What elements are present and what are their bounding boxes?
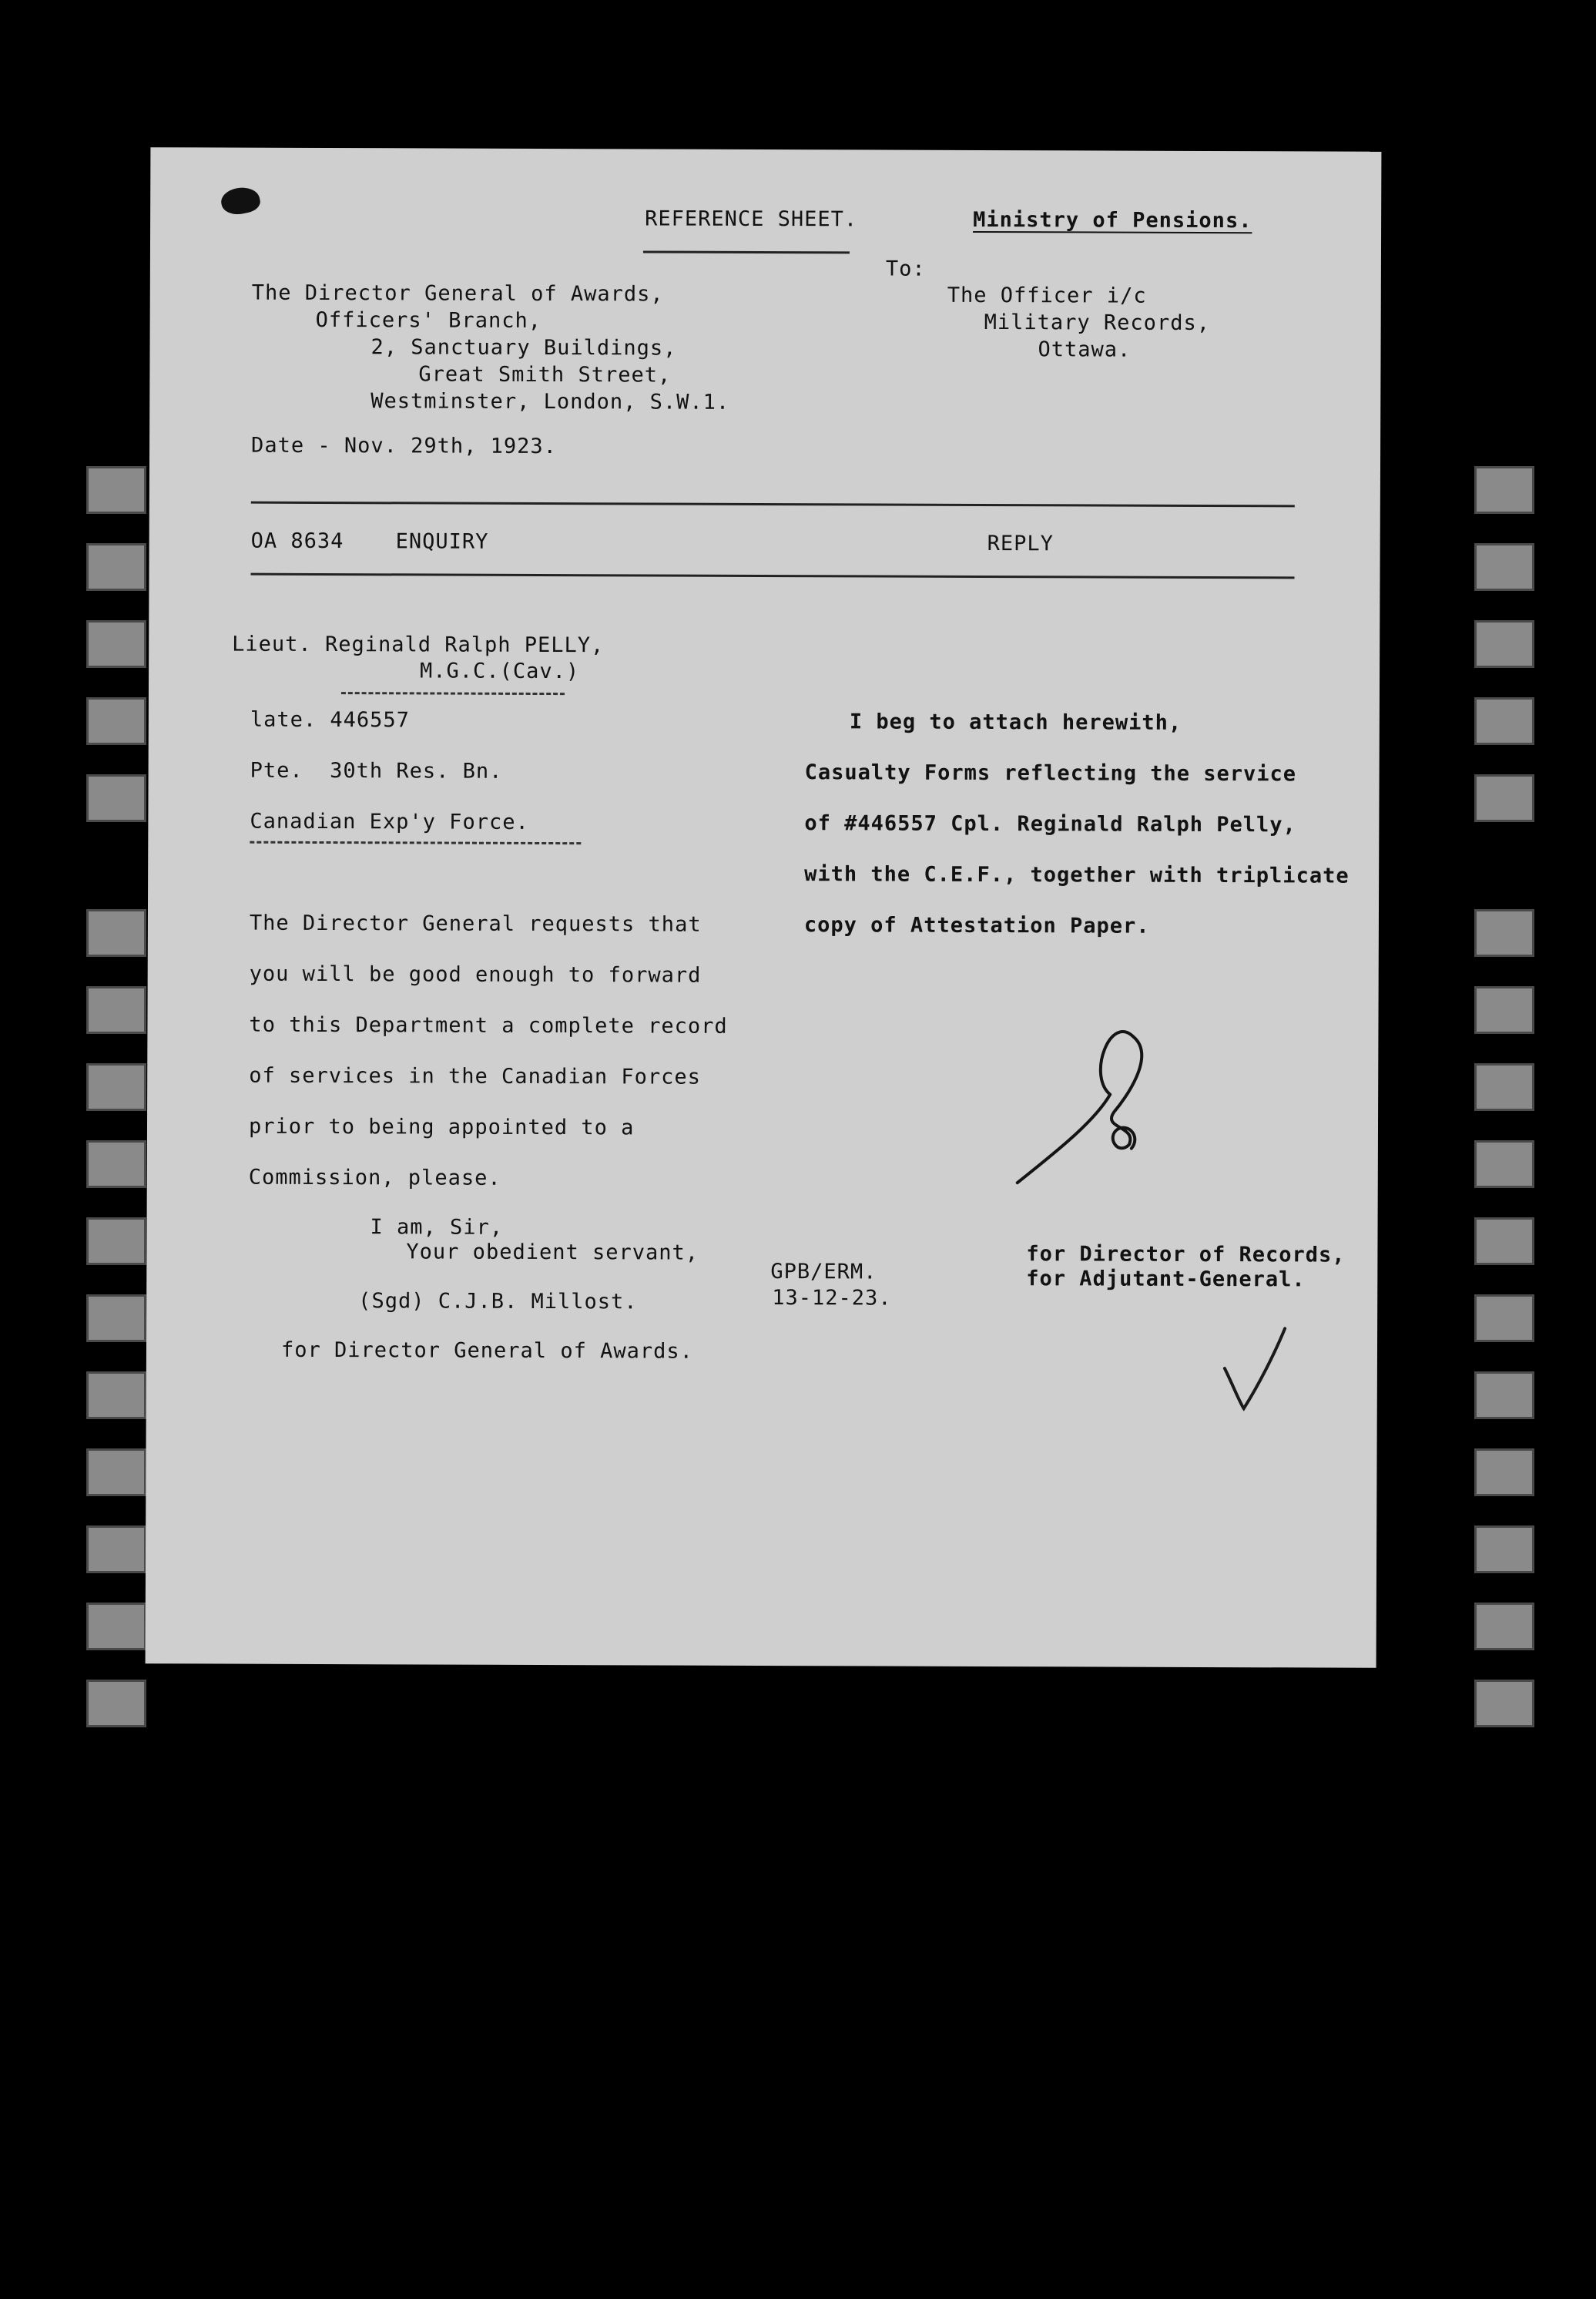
private-battalion: Pte. 30th Res. Bn. [250, 758, 503, 784]
from-line-1: The Director General of Awards, [251, 280, 664, 307]
film-sprocket-hole [86, 1603, 146, 1650]
reply-reference: GPB/ERM. [770, 1260, 877, 1284]
film-sprocket-hole [86, 1525, 146, 1573]
from-line-3: 2, Sanctuary Buildings, [370, 335, 677, 361]
reply-body-line-5: copy of Attestation Paper. [803, 913, 1150, 938]
film-sprocket-hole [86, 697, 146, 745]
title-underline [643, 250, 850, 253]
from-line-2: Officers' Branch, [315, 307, 542, 333]
enquiry-heading: ENQUIRY [395, 529, 489, 554]
reply-signature-line-1: for Director of Records, [1026, 1242, 1346, 1267]
reply-body-line-1: I beg to attach herewith, [849, 710, 1182, 735]
officer-underline [341, 692, 565, 695]
film-sprocket-hole [1474, 1680, 1534, 1727]
film-sprocket-hole [1474, 909, 1534, 957]
late-number: late. 446557 [250, 707, 410, 733]
film-sprocket-hole [1474, 1140, 1534, 1188]
reply-body-line-4: with the C.E.F., together with triplicate [804, 862, 1350, 888]
film-sprocket-hole [1474, 1448, 1534, 1496]
to-line-1: The Officer i/c [947, 283, 1147, 308]
film-sprocket-hole [86, 774, 146, 822]
to-label: To: [885, 257, 926, 281]
to-line-2: Military Records, [984, 310, 1211, 336]
reference-sheet [146, 147, 1382, 1668]
film-sprocket-hole [86, 1294, 146, 1342]
officer-name: Lieut. Reginald Ralph PELLY, [232, 632, 605, 658]
film-sprocket-hole [1474, 543, 1534, 591]
closing-salutation: I am, Sir, [370, 1215, 504, 1240]
force-underline [250, 841, 581, 845]
enquiry-body-line-5: prior to being appointed to a [248, 1114, 635, 1140]
reply-reference-date: 13-12-23. [772, 1286, 892, 1311]
film-sprocket-hole [1474, 1603, 1534, 1650]
to-line-3: Ottawa. [1038, 337, 1132, 362]
film-sprocket-hole [1474, 774, 1534, 822]
reply-heading: REPLY [987, 532, 1054, 556]
date-line: Date - Nov. 29th, 1923. [251, 433, 558, 459]
enquiry-body-line-3: to this Department a complete record [249, 1012, 728, 1039]
film-sprocket-hole [1474, 620, 1534, 668]
signed-name: (Sgd) C.J.B. Millost. [358, 1289, 638, 1314]
punch-hole-mark [219, 184, 262, 218]
film-sprocket-hole [86, 1140, 146, 1188]
enquiry-body-line-4: of services in the Canadian Forces [249, 1063, 701, 1089]
film-strip-right [1511, 0, 1596, 2299]
from-line-5: Westminster, London, S.W.1. [370, 389, 730, 414]
officer-unit: M.G.C.(Cav.) [420, 659, 580, 684]
film-sprocket-hole [1474, 986, 1534, 1034]
film-sprocket-hole [1474, 697, 1534, 745]
film-sprocket-hole [1474, 1294, 1534, 1342]
sheet-title: REFERENCE SHEET. [645, 206, 858, 232]
header-rule-top [251, 502, 1295, 508]
film-sprocket-hole [86, 1448, 146, 1496]
film-sprocket-hole [86, 620, 146, 668]
enquiry-body-line-6: Commission, please. [248, 1165, 501, 1190]
film-sprocket-hole [1474, 1371, 1534, 1419]
enquiry-body-line-1: The Director General requests that [249, 911, 702, 937]
expeditionary-force: Canadian Exp'y Force. [250, 809, 529, 834]
film-sprocket-hole [1474, 1217, 1534, 1265]
ministry-name: Ministry of Pensions. [973, 207, 1252, 233]
signed-for: for Director General of Awards. [280, 1337, 693, 1364]
header-rule-bottom [251, 573, 1295, 579]
from-line-4: Great Smith Street, [418, 362, 672, 388]
film-sprocket-hole [1474, 1063, 1534, 1111]
film-sprocket-hole [86, 909, 146, 957]
closing-servant: Your obedient servant, [406, 1240, 699, 1265]
film-sprocket-hole [86, 543, 146, 591]
film-sprocket-hole [86, 1680, 146, 1727]
film-sprocket-hole [86, 1371, 146, 1419]
check-mark [1217, 1322, 1294, 1415]
film-sprocket-hole [86, 466, 146, 514]
reply-body-line-3: of #446557 Cpl. Reginald Ralph Pelly, [804, 811, 1296, 837]
film-sprocket-hole [1474, 466, 1534, 514]
reference-number: OA 8634 [250, 529, 344, 554]
reply-signature-line-2: for Adjutant-General. [1026, 1267, 1306, 1292]
film-strip-left [0, 0, 85, 2299]
film-sprocket-hole [86, 1217, 146, 1265]
film-sprocket-hole [1474, 1525, 1534, 1573]
reply-body-line-2: Casualty Forms reflecting the service [804, 760, 1297, 787]
film-sprocket-hole [86, 986, 146, 1034]
film-sprocket-hole [86, 1063, 146, 1111]
enquiry-body-line-2: you will be good enough to forward [249, 962, 702, 988]
handwritten-signature [1002, 1021, 1203, 1199]
